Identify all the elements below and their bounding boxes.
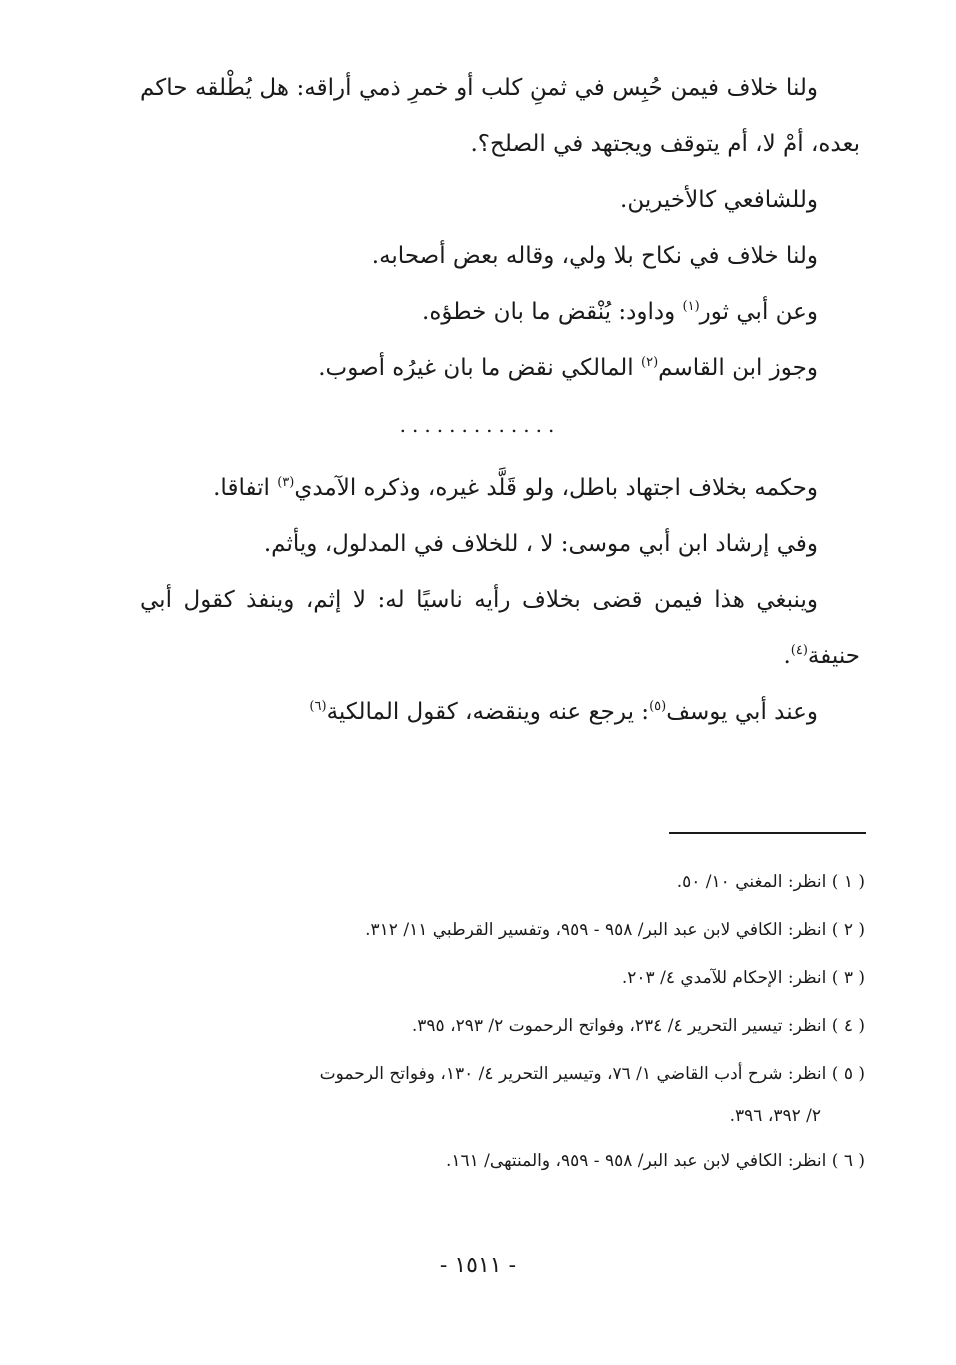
paragraph-6 bbox=[140, 460, 860, 516]
footnote-5-line-2: ٢/ ٣٩٢، ٣٩٦. bbox=[729, 1106, 821, 1126]
paragraph-3 bbox=[140, 228, 860, 284]
paragraph-8-text-a: وينبغي هذا فيمن قضى بخلاف رأيه ناسيًا له: لا إثم، وينفذ كقول أبي حنيفة bbox=[140, 587, 860, 669]
section-separator: ............. bbox=[399, 413, 561, 437]
paragraph-7-text: وفي إرشاد ابن أبي موسى: لا ، للخلاف في المدلول، ويأثم. bbox=[263, 531, 818, 557]
footnote-4: ( ٤ ) انظر: تيسير التحرير ٤/ ٢٣٤، وفواتح الرحموت ٢/ ٢٩٣، ٣٩٥. bbox=[411, 1016, 865, 1036]
footnote-1: ( ١ ) انظر: المغني ١٠/ ٥٠. bbox=[676, 872, 865, 892]
paragraph-4 bbox=[140, 284, 860, 340]
paragraph-5-text-b: المالكي نقض ما بان غيرُه أصوب. bbox=[318, 355, 641, 381]
footnote-5 bbox=[140, 1053, 865, 1137]
footnote-ref-1: (١) bbox=[682, 299, 700, 314]
paragraph-2 bbox=[140, 172, 860, 228]
paragraph-7 bbox=[140, 516, 860, 572]
paragraph-1 bbox=[140, 60, 860, 172]
footnote-ref-6: (٦) bbox=[309, 699, 327, 714]
paragraph-2-text: وللشافعي كالأخيرين. bbox=[620, 187, 818, 213]
paragraph-1-text: ولنا خلاف فيمن حُبِس في ثمنِ كلب أو خمرِ ذمي أراقه: هل يُطْلقه حاكم بعده، أمْ لا، أم يتوقف ويجتهد في الصلح؟. bbox=[140, 75, 860, 157]
footnote-ref-2: (٢) bbox=[641, 355, 659, 370]
paragraph-9-text-a: وعند أبي يوسف bbox=[666, 699, 818, 725]
paragraph-8 bbox=[140, 572, 860, 684]
footnote-divider bbox=[669, 832, 866, 834]
footnote-ref-4: (٤) bbox=[790, 643, 808, 658]
footnote-3: ( ٣ ) انظر: الإحكام للآمدي ٤/ ٢٠٣. bbox=[621, 968, 865, 988]
main-text bbox=[140, 60, 860, 740]
footnote-ref-3: (٣) bbox=[277, 475, 295, 490]
page-number: - ١٥١١ - bbox=[439, 1253, 517, 1278]
paragraph-5-text-a: وجوز ابن القاسم bbox=[658, 355, 818, 381]
footnote-ref-5: (٥) bbox=[649, 699, 667, 714]
footnotes bbox=[140, 858, 865, 1185]
footnote-2: ( ٢ ) انظر: الكافي لابن عبد البر/ ٩٥٨ - ٩٥٩، وتفسير القرطبي ١١/ ٣١٢. bbox=[365, 920, 865, 940]
paragraph-4-text-b: وداود: يُنْقض ما بان خطؤه. bbox=[422, 299, 683, 325]
paragraph-9-text-b: : يرجع عنه وينقضه، كقول المالكية bbox=[326, 699, 650, 725]
paragraph-6-text-a: وحكمه بخلاف اجتهاد باطل، ولو قَلَّد غيره، وذكره الآمدي bbox=[294, 475, 818, 501]
paragraph-4-text-a: وعن أبي ثور bbox=[699, 299, 818, 325]
paragraph-8-text-b: . bbox=[783, 643, 791, 669]
paragraph-3-text: ولنا خلاف في نكاح بلا ولي، وقاله بعض أصحابه. bbox=[371, 243, 818, 269]
footnote-6: ( ٦ ) انظر: الكافي لابن عبد البر/ ٩٥٨ - ٩٥٩، والمنتهى/ ١٦١. bbox=[445, 1151, 865, 1171]
paragraph-5 bbox=[140, 340, 860, 396]
paragraph-9 bbox=[140, 684, 860, 740]
footnote-5-line-1: ( ٥ ) انظر: شرح أدب القاضي ١/ ٧٦، وتيسير التحرير ٤/ ١٣٠، وفواتح الرحموت bbox=[319, 1064, 865, 1084]
paragraph-6-text-b: اتفاقا. bbox=[213, 475, 278, 501]
